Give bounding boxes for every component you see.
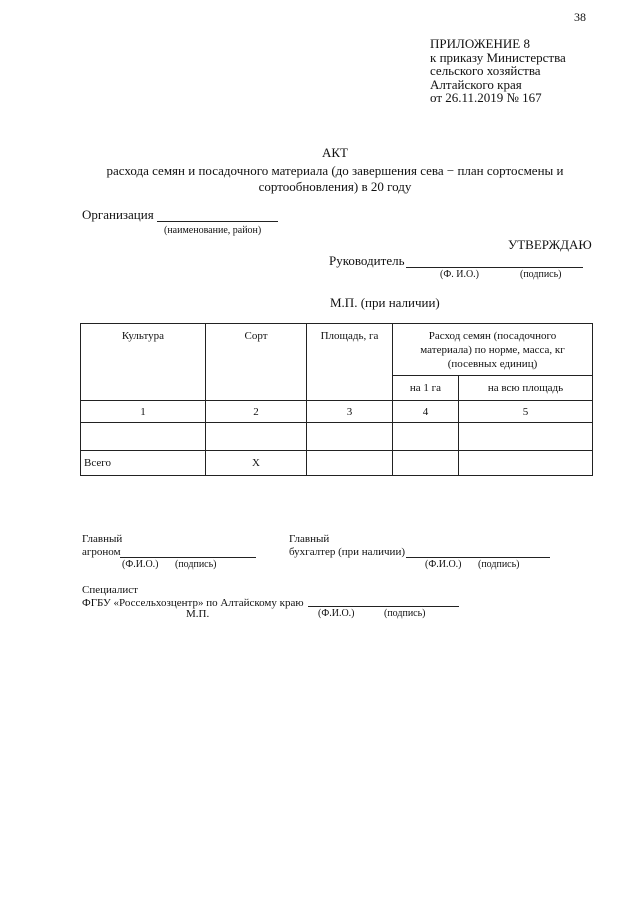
specialist-stamp-label: М.П. xyxy=(186,608,210,620)
head-label: Руководитель xyxy=(329,253,405,268)
column-number: 3 xyxy=(307,401,393,423)
accountant-fio-hint: (Ф.И.О.) xyxy=(425,559,462,570)
organization-hint: (наименование, район) xyxy=(164,225,262,236)
subheader-total-area: на всю площадь xyxy=(459,376,593,401)
agronomist-signature-line[interactable] xyxy=(120,557,256,558)
agronomist-title-line2: агроном xyxy=(82,546,121,558)
total-label: Всего xyxy=(81,451,206,476)
document-subtitle-line1: расхода семян и посадочного материала (до завершения сева − план сортосмены и xyxy=(106,163,564,178)
cell-per-ha[interactable] xyxy=(393,423,459,451)
specialist-fio-hint: (Ф.И.О.) xyxy=(318,608,355,619)
stamp-label: М.П. (при наличии) xyxy=(330,295,440,310)
column-number: 2 xyxy=(206,401,307,423)
cell-total-area[interactable] xyxy=(459,423,593,451)
table-row xyxy=(81,423,593,451)
cell-sort[interactable] xyxy=(206,423,307,451)
document-subtitle-line2: сортообновления) в 20 году xyxy=(258,179,412,194)
appendix-line: ПРИЛОЖЕНИЕ 8 xyxy=(430,36,530,51)
appendix-block xyxy=(430,37,566,105)
accountant-title-line1: Главный xyxy=(289,533,330,545)
header-consumption: Расход семян (посадочного материала) по норме, масса, кг (посевных единиц) xyxy=(393,324,593,376)
specialist-sign-hint: (подпись) xyxy=(384,608,426,619)
cell-area[interactable] xyxy=(307,423,393,451)
column-number: 1 xyxy=(81,401,206,423)
specialist-signature-line[interactable] xyxy=(308,606,459,607)
appendix-line: Алтайского края xyxy=(430,76,522,92)
organization-field-line[interactable] xyxy=(157,221,278,222)
total-per-ha-cell[interactable] xyxy=(393,451,459,476)
total-row xyxy=(81,451,593,476)
agronomist-fio-hint: (Ф.И.О.) xyxy=(122,559,159,570)
agronomist-sign-hint: (подпись) xyxy=(175,559,217,570)
accountant-signature-line[interactable] xyxy=(406,557,550,558)
appendix-line: сельского хозяйства xyxy=(430,63,541,78)
specialist-title-line2: ФГБУ «Россельхозцентр» по Алтайскому краю xyxy=(82,597,304,609)
approval-label: УТВЕРЖДАЮ xyxy=(508,237,592,252)
seed-consumption-table xyxy=(80,323,593,476)
specialist-title-line1: Специалист xyxy=(82,584,138,596)
subheader-per-ha: на 1 га xyxy=(393,376,459,401)
column-number: 5 xyxy=(459,401,593,423)
agronomist-title-line1: Главный xyxy=(82,533,123,545)
document-title: АКТ xyxy=(322,145,348,160)
header-culture: Культура xyxy=(81,324,206,401)
accountant-sign-hint: (подпись) xyxy=(478,559,520,570)
head-sign-hint: (подпись) xyxy=(520,269,562,280)
page-number: 38 xyxy=(574,10,586,24)
total-total-area-cell[interactable] xyxy=(459,451,593,476)
header-sort: Сорт xyxy=(206,324,307,401)
column-number: 4 xyxy=(393,401,459,423)
head-fio-hint: (Ф. И.О.) xyxy=(440,269,480,280)
head-signature-line[interactable] xyxy=(406,267,583,268)
header-area: Площадь, га xyxy=(307,324,393,401)
organization-label: Организация xyxy=(82,207,154,222)
accountant-title-line2: бухгалтер (при наличии) xyxy=(289,546,405,558)
appendix-line: к приказу Министерства xyxy=(430,49,566,65)
total-sort-mark: Х xyxy=(206,451,307,476)
appendix-line: от 26.11.2019 № 167 xyxy=(430,90,542,105)
total-area-cell[interactable] xyxy=(307,451,393,476)
cell-culture[interactable] xyxy=(81,423,206,451)
